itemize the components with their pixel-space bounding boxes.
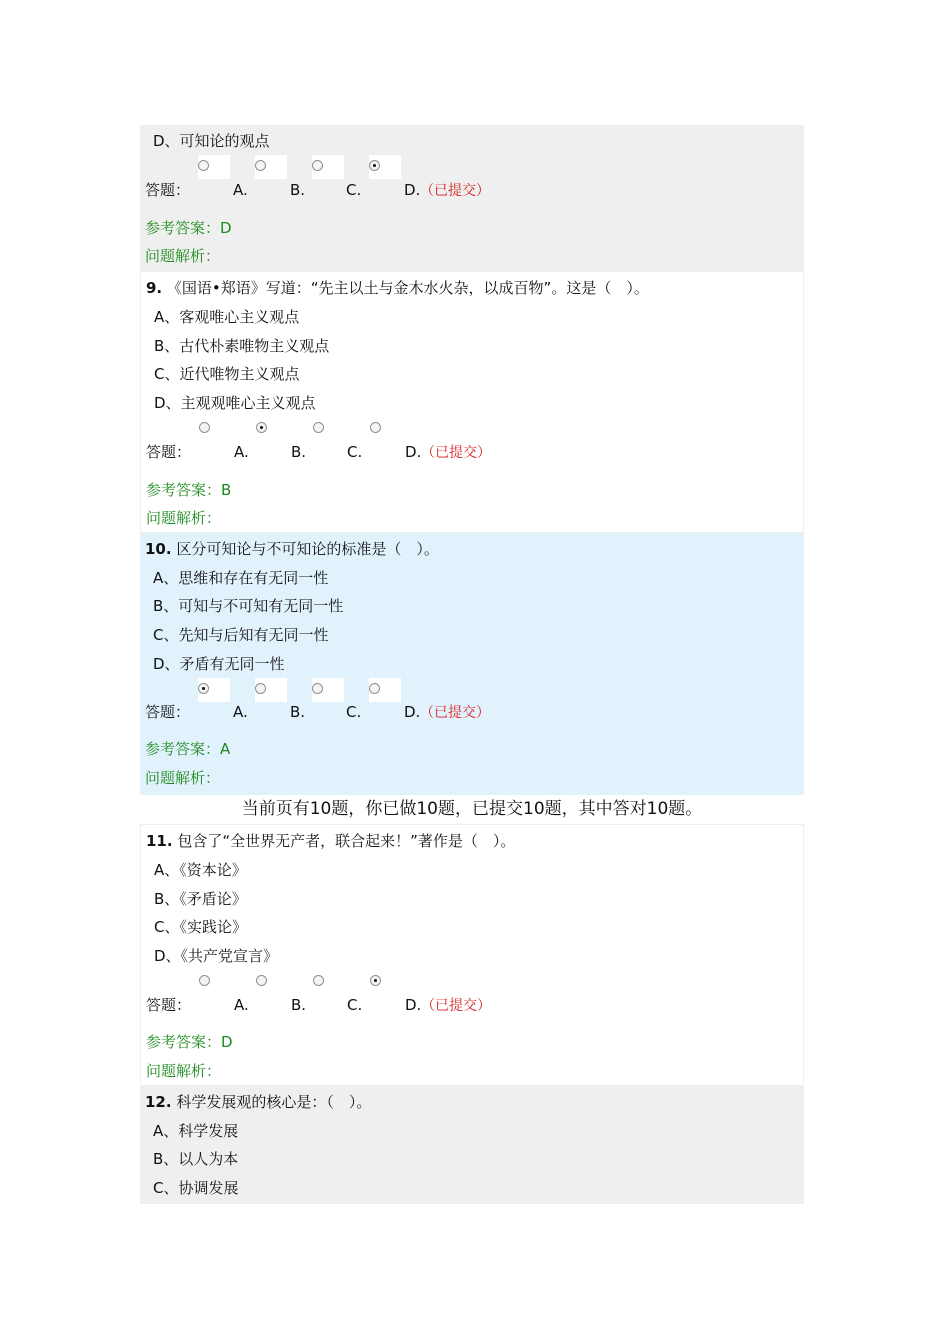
question-10-title: [145, 539, 439, 559]
radio-cell-c: [313, 417, 345, 441]
option-d: D、《共产党宣言》: [154, 947, 279, 965]
reference-answer: [145, 218, 232, 238]
radio-cell-b: [255, 155, 287, 179]
radio-b[interactable]: [255, 160, 266, 171]
question-11-block: [140, 824, 804, 1086]
analysis-label: 问题解析：: [146, 1062, 222, 1080]
radio-b[interactable]: [255, 683, 266, 694]
choice-label-d: D.: [404, 181, 421, 199]
option-b: B、《矛盾论》: [154, 890, 247, 908]
question-number: 9.: [146, 279, 163, 297]
radio-a[interactable]: [199, 975, 210, 986]
reference-value: D: [220, 219, 232, 237]
submitted-tag: （已提交）: [420, 705, 490, 721]
question-12-block: [140, 1086, 804, 1204]
reference-prefix: 参考答案：: [145, 740, 221, 758]
reference-prefix: 参考答案：: [146, 481, 222, 499]
radio-a[interactable]: [199, 422, 210, 433]
reference-prefix: 参考答案：: [146, 1033, 222, 1051]
choice-label-a: A.: [233, 703, 248, 721]
reference-value: D: [221, 1033, 233, 1051]
radio-cell-c: [313, 970, 345, 994]
choice-label-a: A.: [234, 443, 249, 461]
choice-label-b: B.: [291, 996, 307, 1014]
answer-prompt: 答题：: [146, 996, 192, 1014]
question-text: 科学发展观的核心是：（ ）。: [176, 1093, 372, 1111]
radio-cell-a: [198, 678, 230, 702]
choice-label-c: C.: [346, 181, 362, 199]
question-10-block: [140, 533, 804, 795]
option-b: B、可知与不可知有无同一性: [153, 597, 344, 615]
radio-a[interactable]: [198, 160, 209, 171]
radio-b[interactable]: [256, 975, 267, 986]
option-c: C、近代唯物主义观点: [154, 365, 300, 383]
choice-label-d: D.: [405, 996, 422, 1014]
radio-cell-d: [369, 155, 401, 179]
radio-cell-d: [370, 417, 402, 441]
choice-label-a: A.: [234, 996, 249, 1014]
option-c: C、《实践论》: [154, 918, 247, 936]
analysis-label: 问题解析：: [146, 509, 222, 527]
reference-value: B: [221, 481, 232, 499]
submitted-tag: （已提交）: [421, 445, 491, 461]
question-text: 包含了“全世界无产者，联合起来！”著作是（ ）。: [177, 832, 516, 850]
reference-answer: [146, 1032, 233, 1052]
radio-d[interactable]: [369, 160, 380, 171]
choice-label-c: C.: [347, 996, 363, 1014]
option-a: A、客观唯心主义观点: [154, 308, 300, 326]
analysis-label: 问题解析：: [145, 769, 221, 787]
option-d: D、矛盾有无同一性: [153, 655, 285, 673]
reference-prefix: 参考答案：: [145, 219, 221, 237]
page-summary: 当前页有10题，你已做10题，已提交10题，其中答对10题。: [241, 799, 703, 819]
radio-c[interactable]: [312, 683, 323, 694]
option-b: B、以人为本: [153, 1150, 239, 1168]
choice-label-d: D.: [404, 703, 421, 721]
option-a: A、思维和存在有无同一性: [153, 569, 329, 587]
radio-d[interactable]: [369, 683, 380, 694]
choice-label-c: C.: [347, 443, 363, 461]
radio-cell-b: [255, 678, 287, 702]
question-text: 《国语•郑语》写道：“先主以土与金木水火杂，以成百物”。这是（ ）。: [166, 279, 649, 297]
radio-cell-b: [256, 417, 288, 441]
option-d: D、可知论的观点: [153, 132, 270, 150]
reference-answer: [145, 739, 230, 759]
submitted-tag: （已提交）: [421, 998, 491, 1014]
option-a: A、《资本论》: [154, 861, 247, 879]
choice-label-d: D.: [405, 443, 422, 461]
reference-value: A: [220, 740, 231, 758]
analysis-label: 问题解析：: [145, 247, 221, 265]
radio-d[interactable]: [370, 422, 381, 433]
question-8-block: [140, 125, 804, 271]
option-c: C、先知与后知有无同一性: [153, 626, 329, 644]
radio-cell-c: [312, 678, 344, 702]
question-number: 10.: [145, 540, 172, 558]
radio-a[interactable]: [198, 683, 209, 694]
option-b: B、古代朴素唯物主义观点: [154, 337, 330, 355]
question-11-title: [146, 831, 515, 851]
question-number: 12.: [145, 1093, 172, 1111]
answer-prompt: 答题：: [146, 443, 192, 461]
radio-cell-d: [370, 970, 402, 994]
option-c: C、协调发展: [153, 1179, 239, 1197]
radio-cell-a: [199, 417, 231, 441]
question-9-block: [140, 271, 804, 533]
choice-label-a: A.: [233, 181, 248, 199]
choice-label-b: B.: [290, 181, 306, 199]
radio-b[interactable]: [256, 422, 267, 433]
choice-label-b: B.: [290, 703, 306, 721]
radio-cell-c: [312, 155, 344, 179]
question-12-title: [145, 1092, 371, 1112]
question-9-title: [146, 278, 649, 298]
submitted-tag: （已提交）: [420, 183, 490, 199]
radio-c[interactable]: [313, 422, 324, 433]
option-a: A、科学发展: [153, 1122, 239, 1140]
radio-cell-b: [256, 970, 288, 994]
option-d: D、主观观唯心主义观点: [154, 394, 316, 412]
radio-c[interactable]: [313, 975, 324, 986]
answer-prompt: 答题：: [145, 703, 191, 721]
radio-c[interactable]: [312, 160, 323, 171]
radio-cell-a: [198, 155, 230, 179]
radio-d[interactable]: [370, 975, 381, 986]
radio-cell-d: [369, 678, 401, 702]
answer-prompt: 答题：: [145, 181, 191, 199]
choice-label-b: B.: [291, 443, 307, 461]
question-text: 区分可知论与不可知论的标准是（ ）。: [176, 540, 439, 558]
reference-answer: [146, 480, 231, 500]
radio-cell-a: [199, 970, 231, 994]
question-number: 11.: [146, 832, 173, 850]
choice-label-c: C.: [346, 703, 362, 721]
